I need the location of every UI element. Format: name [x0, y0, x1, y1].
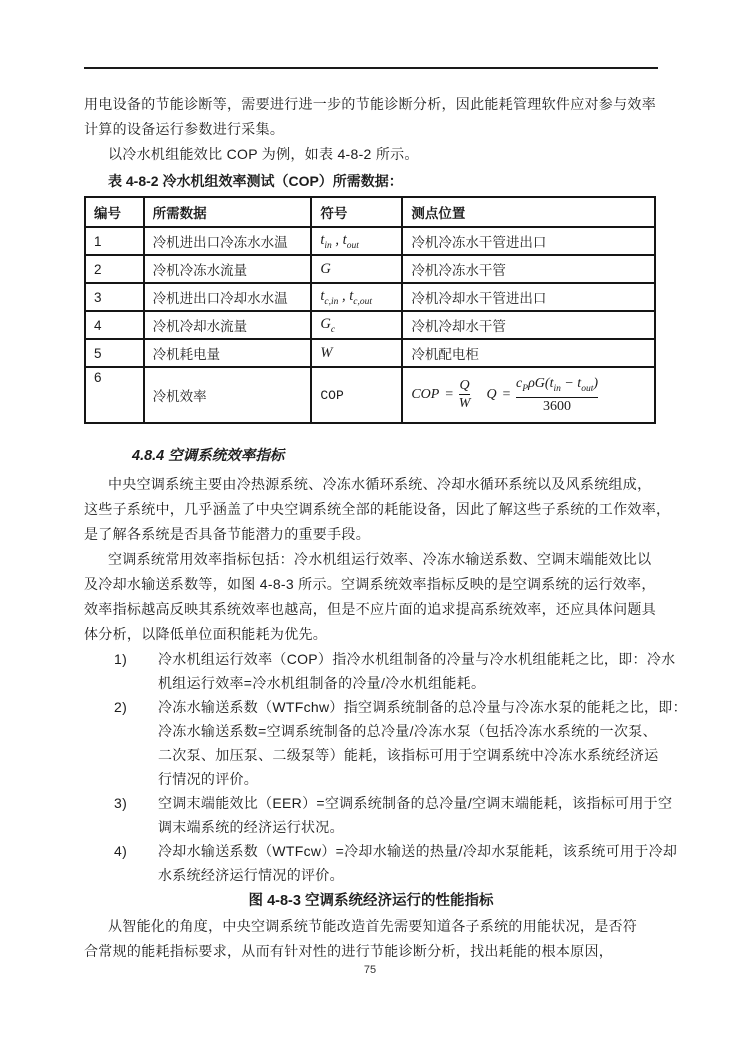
- symbol-G-c: $G_c$: [320, 315, 336, 335]
- cell-symbol: [311, 255, 402, 283]
- section-heading-484: 4.8.4 空调系统效率指标: [132, 448, 285, 464]
- table-row: [85, 339, 655, 367]
- page-content: [84, 0, 687, 964]
- text-line: 这些子系统中，几乎涵盖了中央空调系统全部的耗能设备，因此了解这些子系统的工作效率，: [84, 501, 671, 517]
- cell-data: 冷机效率: [144, 367, 312, 423]
- cell-number: 4: [85, 311, 144, 339]
- table-row: [85, 311, 655, 339]
- table-row: [85, 367, 655, 423]
- cell-location: 冷机冷冻水干管进出口: [402, 227, 655, 255]
- cop-formula: [411, 375, 646, 416]
- cell-formula: [402, 367, 655, 423]
- col-header-data: 所需数据: [144, 197, 312, 227]
- table-row: [85, 255, 655, 283]
- text-line: 是了解各系统是否具备节能潜力的重要手段。: [84, 526, 370, 542]
- paragraph-cop-example: [84, 142, 658, 167]
- list-marker: 3): [114, 795, 128, 811]
- text-line: 二次泵、加压泵、二级泵等）能耗，该指标可用于空调系统中冷冻水系统经济运: [158, 747, 659, 763]
- text-line: 冷冻水输送系数（WTFchw）指空调系统制备的总冷量与冷冻水泵的能耗之比，即：: [158, 699, 687, 715]
- text-line: 及冷却水输送系数等，如图 4-8-3 所示。空调系统效率指标反映的是空调系统的运行效率，: [84, 576, 656, 592]
- header-rule: [84, 67, 658, 69]
- cell-location: 冷机冷冻水干管: [402, 255, 655, 283]
- figure-caption-483: 图 4-8-3 空调系统经济运行的性能指标: [248, 893, 494, 909]
- text-line: 以冷水机组能效比 COP 为例，如表 4-8-2 所示。: [108, 146, 419, 162]
- text-line: 合常规的能耗指标要求，从而有针对性的进行节能诊断分析，找出耗能的根本原因，: [84, 943, 614, 959]
- text-line: 空调系统常用效率指标包括：冷水机组运行效率、冷冻水输送系数、空调末端能效比以: [108, 551, 652, 567]
- col-header-location: 测点位置: [402, 197, 655, 227]
- text-line: 机组运行效率=冷水机组制备的冷量/冷水机组能耗。: [158, 675, 486, 691]
- fraction: $\frac{c_P\rho G(t_{in} - t_{out})}{3600}$: [516, 375, 598, 415]
- text-line: 冷冻水输送系数=空调系统制备的总冷量/冷冻水泵（包括冷冻水系统的一次泵、: [158, 723, 657, 739]
- text-line: 冷却水输送系数（WTFcw）=冷却水输送的热量/冷却水泵能耗，该系统可用于冷却: [158, 843, 678, 859]
- list-marker: 2): [114, 699, 128, 715]
- symbol-cop: COP: [320, 388, 344, 403]
- symbol-t-c-in-out: $t_{c,in}$ , $t_{c,out}$: [320, 287, 373, 307]
- table-row: [85, 283, 655, 311]
- paragraph-energy-diagnosis: [84, 92, 658, 142]
- cell-location: 冷机冷却水干管进出口: [402, 283, 655, 311]
- table-row: [85, 227, 655, 255]
- formula-q-heat: Q = $\frac{c_P\rho G(t_{in} - t_{out})}{3600}$: [486, 375, 598, 415]
- cell-symbol: [311, 283, 402, 311]
- fraction: $\frac{Q}{W}$: [458, 378, 471, 412]
- list-marker: 1): [114, 651, 128, 667]
- paragraph-central-ac-overview: [84, 472, 671, 547]
- list-marker: 4): [114, 843, 128, 859]
- text-line: 水系统经济运行情况的评价。: [158, 867, 344, 883]
- text-line: 体分析，以降低单位面积能耗为优先。: [84, 626, 328, 642]
- cell-number: 1: [85, 227, 144, 255]
- cell-symbol: [311, 339, 402, 367]
- cell-symbol: [311, 311, 402, 339]
- text-line: 从智能化的角度，中央空调系统节能改造首先需要知道各子系统的用能状况，是否符: [108, 918, 638, 934]
- cell-data: 冷机冷冻水流量: [144, 255, 312, 283]
- text-line: 效率指标越高反映其系统效率也越高，但是不应片面的追求提高系统效率，还应具体问题具: [84, 601, 656, 617]
- cell-number: 2: [85, 255, 144, 283]
- paragraph-efficiency-indicators: [84, 547, 658, 647]
- cell-data: 冷机进出口冷冻水水温: [144, 227, 312, 255]
- cell-number: 3: [85, 283, 144, 311]
- symbol-W: W: [320, 344, 333, 361]
- table-header-row: [85, 197, 655, 227]
- cell-symbol: [311, 367, 402, 423]
- text-line: 用电设备的节能诊断等，需要进行进一步的节能诊断分析，因此能耗管理软件应对参与效率: [84, 96, 656, 112]
- cell-symbol: [311, 227, 402, 255]
- list-item-wtfcw: [84, 839, 678, 887]
- text-line: 空调末端能效比（EER）=空调系统制备的总冷量/空调末端能耗，该指标可用于空: [158, 795, 673, 811]
- cell-location: 冷机冷却水干管: [402, 311, 655, 339]
- cell-location: 冷机配电柜: [402, 339, 655, 367]
- symbol-G: G: [320, 260, 331, 277]
- paragraph-smart-retrofit: [84, 914, 658, 964]
- text-line: 调末端系统的经济运行状况。: [158, 819, 344, 835]
- symbol-t-in-out: $t_{in}$ , $t_{out}$: [320, 231, 359, 251]
- cell-number: 5: [85, 339, 144, 367]
- text-line: 冷水机组运行效率（COP）指冷水机组制备的冷量与冷水机组能耗之比，即：冷水: [158, 651, 676, 667]
- col-header-symbol: 符号: [311, 197, 402, 227]
- text-line: 中央空调系统主要由冷热源系统、冷冻水循环系统、冷却水循环系统以及风系统组成，: [108, 476, 652, 492]
- list-item-cop: [84, 647, 676, 695]
- table-title: 表 4-8-2 冷水机组效率测试（COP）所需数据：: [108, 173, 403, 189]
- cell-data: 冷机进出口冷却水水温: [144, 283, 312, 311]
- cell-data: 冷机耗电量: [144, 339, 312, 367]
- list-item-wtfchw: [84, 695, 687, 791]
- text-line: 计算的设备运行参数进行采集。: [84, 121, 285, 137]
- formula-cop-q-w: COP = $\frac{Q}{W}$: [411, 378, 471, 412]
- cell-number: 6: [85, 367, 144, 423]
- list-item-eer: [84, 791, 673, 839]
- page-number: 75: [363, 964, 377, 976]
- col-header-number: 编号: [85, 197, 144, 227]
- indicator-list: [84, 647, 687, 887]
- cell-data: 冷机冷却水流量: [144, 311, 312, 339]
- cop-data-table: [84, 196, 656, 424]
- text-line: 行情况的评价。: [158, 771, 259, 787]
